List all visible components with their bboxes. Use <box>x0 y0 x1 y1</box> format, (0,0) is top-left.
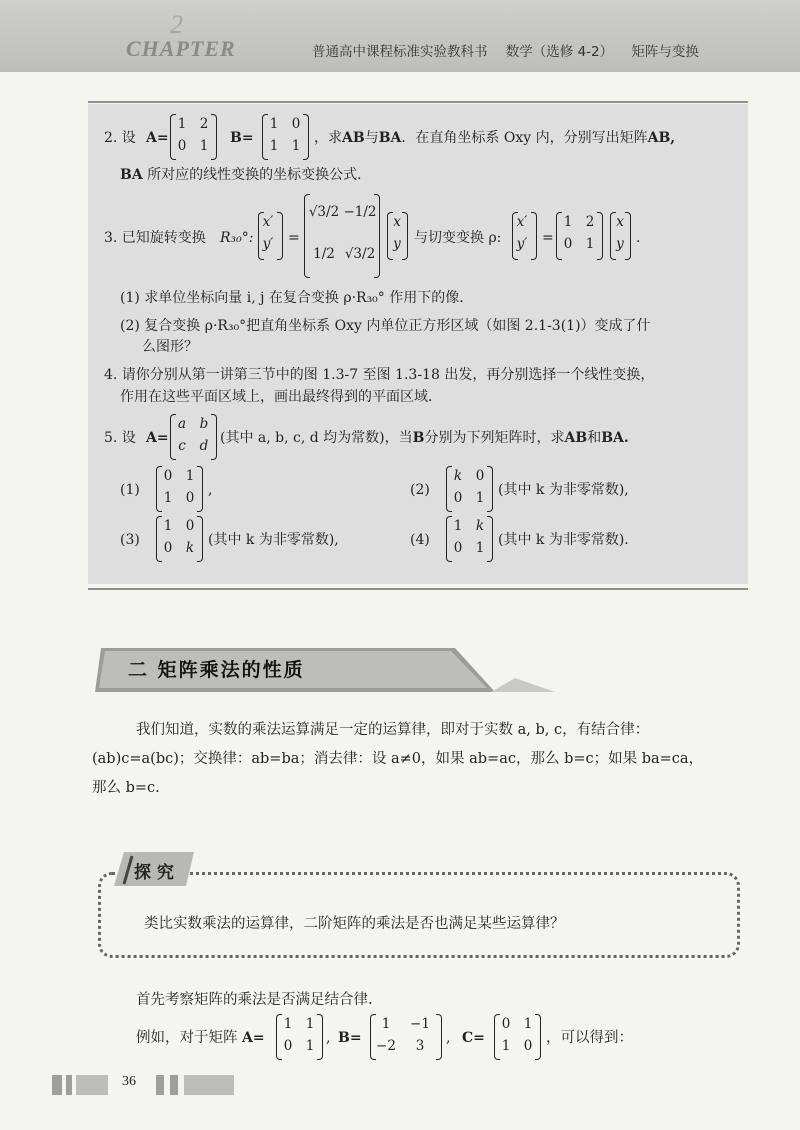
example-prefix: 例如，对于矩阵 <box>136 1030 238 1046</box>
chapter-number: 2 <box>170 10 183 39</box>
example-A-label: A= <box>242 1030 265 1046</box>
example-C-label: C= <box>462 1030 485 1046</box>
chapter-word: CHAPTER <box>126 36 236 61</box>
opt1-label: (1) <box>120 482 140 498</box>
footer-bar <box>184 1075 234 1095</box>
page-number: 36 <box>122 1074 136 1089</box>
q5-label: 5. 设 <box>104 430 136 446</box>
associativity-intro: 首先考察矩阵的乘法是否满足结合律. <box>136 992 373 1008</box>
header-subject: 数学（选修 4-2） <box>505 44 614 60</box>
q3-sub2: (2) 复合变换 ρ·R₃₀°把直角坐标系 Oxy 内单位正方形区域（如图 2.1-3(1)）变成了什 <box>120 318 651 334</box>
q2-text-line2: BA 所对应的线性变换的坐标变换公式． <box>120 167 372 183</box>
body-paragraph-line2: (ab)c=a(bc)；交换律：ab=ba；消去律：设 a≠0，如果 ab=ac，那么 b=c；如果 ba=ca， <box>92 751 704 767</box>
q4-line2: 作用在这些平面区域上，画出最终得到的平面区域． <box>120 389 442 405</box>
footer-bar <box>76 1075 108 1095</box>
header-topic: 矩阵与变换 <box>631 44 699 60</box>
q2-A-label: A= <box>146 130 169 146</box>
body-paragraph-line1: 我们知道，实数的乘法运算满足一定的运算律，即对于实数 a, b, c，有结合律： <box>136 722 650 738</box>
header-series: 普通高中课程标准实验教科书 <box>312 44 488 60</box>
q3-rotation-label: R₃₀°: <box>220 230 254 246</box>
q2-label: 2. 设 <box>104 130 136 146</box>
opt4-label: (4) <box>410 532 430 548</box>
header-title <box>312 40 713 60</box>
section-title: 二 矩阵乘法的性质 <box>128 659 305 681</box>
footer-bar <box>66 1075 72 1095</box>
exercise-top-rule <box>88 101 748 103</box>
q3-label: 3. 已知旋转变换 <box>104 230 206 246</box>
example-B-label: B= <box>338 1030 362 1046</box>
q5-A-label: A= <box>146 430 169 446</box>
explore-label: 探 究 <box>134 863 174 883</box>
explore-text: 类比实数乘法的运算律，二阶矩阵的乘法是否也满足某些运算律？ <box>144 916 565 932</box>
opt2-label: (2) <box>410 482 430 498</box>
page-header <box>0 0 800 72</box>
exercise-bottom-rule <box>88 588 748 590</box>
footer-bar <box>170 1075 178 1095</box>
body-paragraph-line3: 那么 b=c. <box>92 780 160 796</box>
q2-text: ，求AB与BA．在直角坐标系 Oxy 内，分别写出矩阵AB, <box>314 130 676 146</box>
q5-text: (其中 a, b, c, d 均为常数)，当B分别为下列矩阵时，求AB和BA. <box>220 430 629 446</box>
footer-bar <box>52 1075 62 1095</box>
q3-sub2-line2: 么图形？ <box>142 339 198 355</box>
footer-bar <box>156 1075 164 1095</box>
q2-B-label: B= <box>230 130 254 146</box>
q4-line1: 4. 请你分别从第一讲第三节中的图 1.3-7 至图 1.3-18 出发，再分别选择一个线性变换， <box>104 367 655 383</box>
q3-sub1: (1) 求单位坐标向量 i, j 在复合变换 ρ·R₃₀° 作用下的像． <box>120 290 474 306</box>
opt3-label: (3) <box>120 532 140 548</box>
q3-shear-label: 与切变变换 ρ: <box>414 230 502 246</box>
